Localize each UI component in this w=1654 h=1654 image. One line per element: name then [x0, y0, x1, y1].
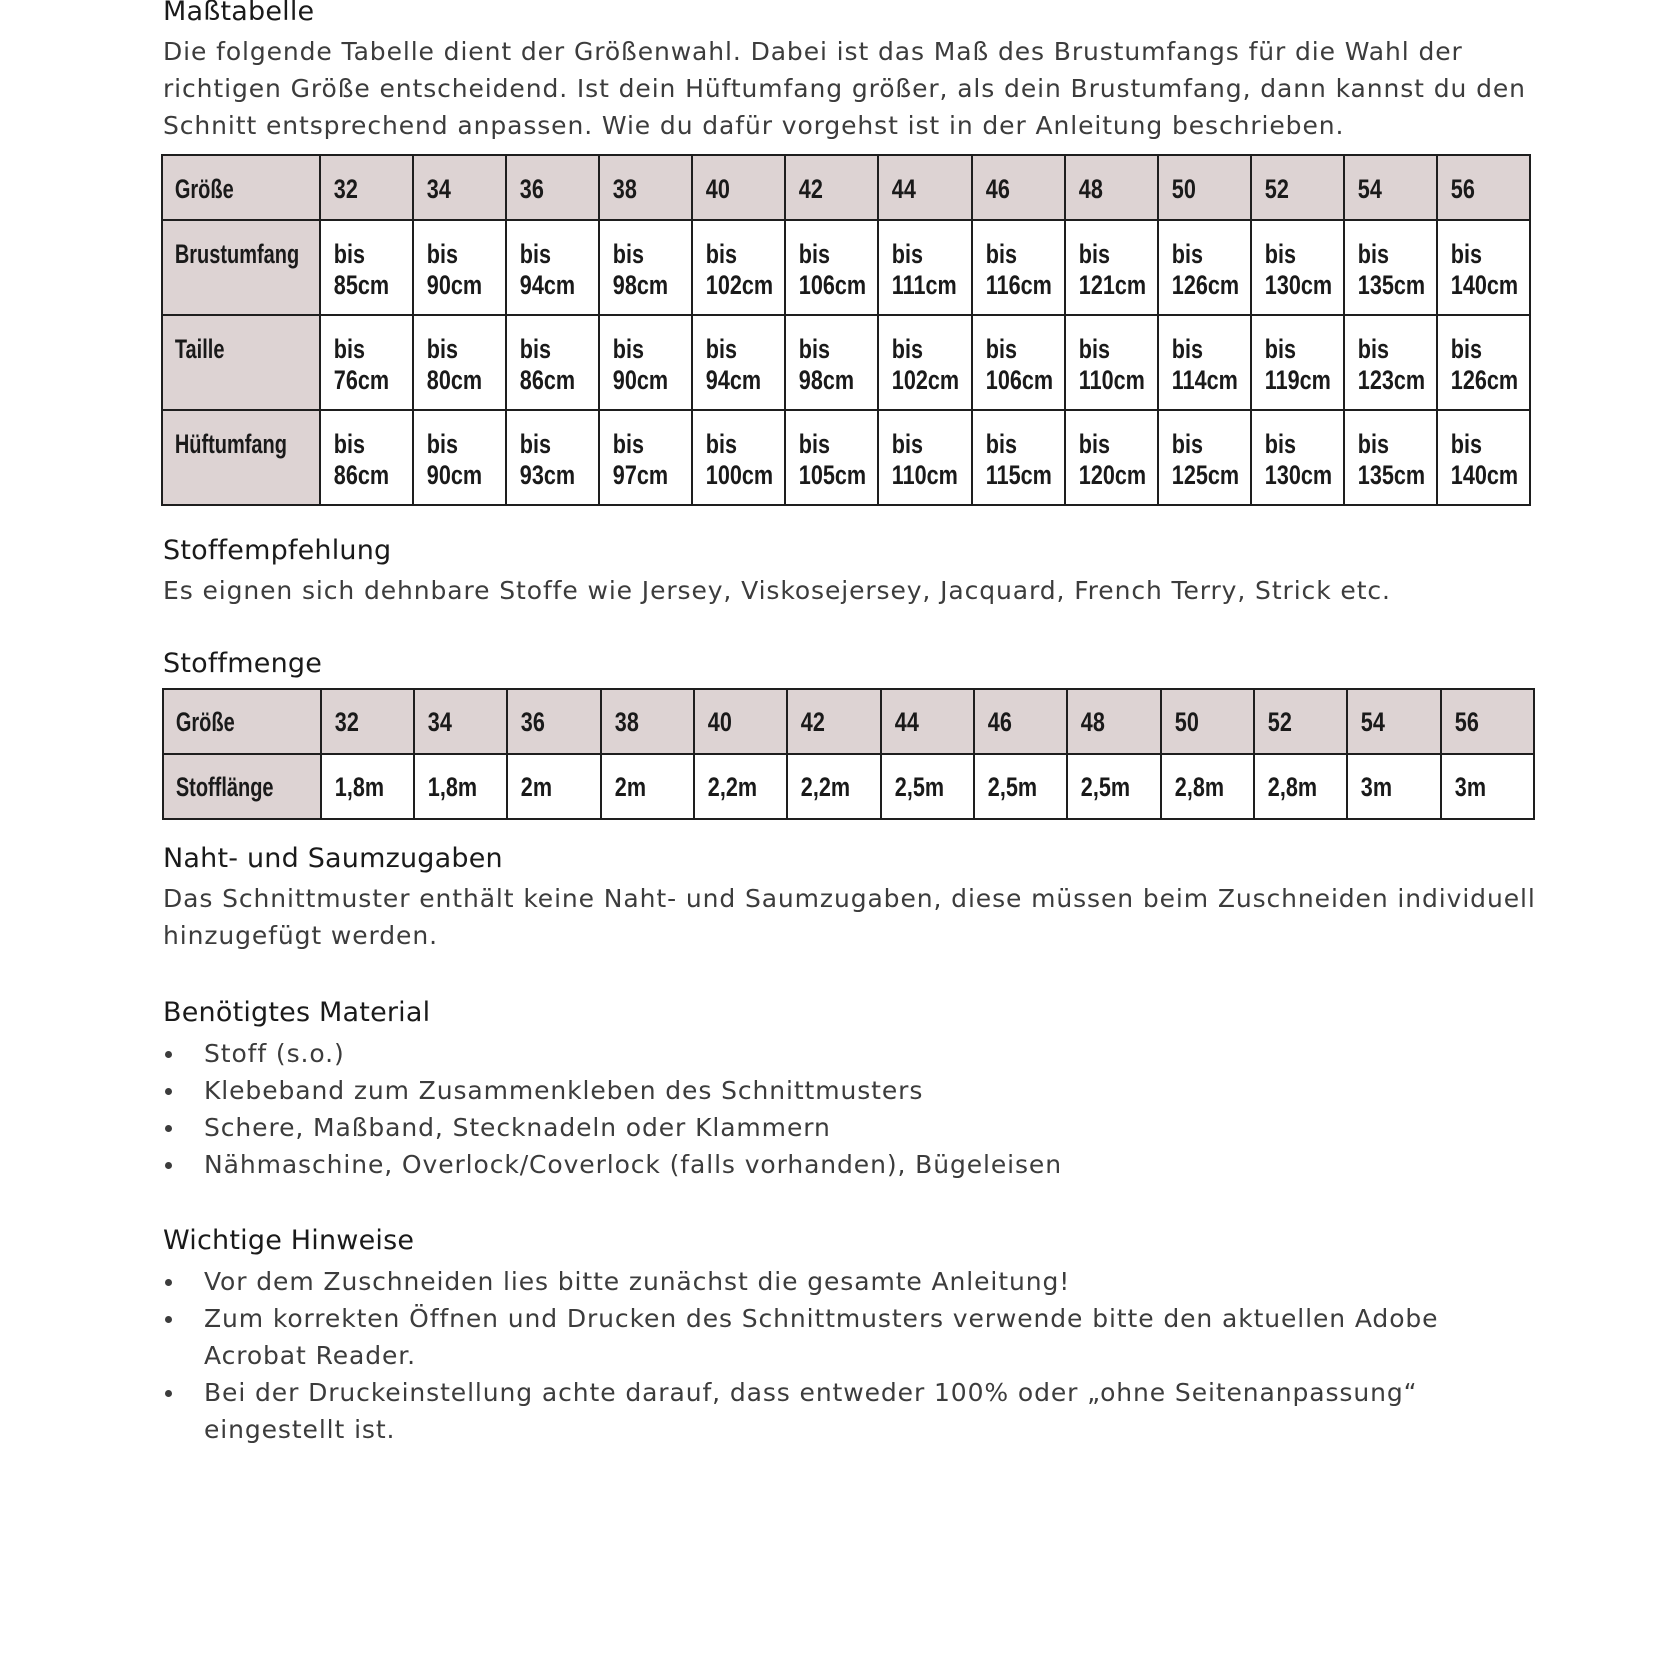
bullet-icon	[165, 1279, 172, 1286]
measure-cell	[878, 220, 971, 315]
cell-text: 46	[987, 707, 1012, 737]
cell-text: 1,8m	[427, 772, 477, 802]
size-header-cell	[785, 155, 878, 220]
measure-cell	[972, 220, 1065, 315]
cell-text: bis	[892, 429, 924, 459]
cell-text: bis	[426, 429, 459, 459]
list-item	[163, 1374, 1563, 1448]
cell-text: 130cm	[1264, 460, 1332, 490]
cell-text: bis	[1171, 239, 1203, 269]
measure-cell	[972, 315, 1065, 410]
bullet-icon	[165, 1088, 172, 1095]
list-item-text: Vor dem Zuschneiden lies bitte zunächst die gesamte Anleitung!	[204, 1267, 1071, 1296]
cell-text: bis	[1450, 239, 1482, 269]
measure-cell	[785, 315, 878, 410]
cell-text: 44	[892, 174, 917, 204]
cell-text: Stofflänge	[175, 772, 274, 802]
cell-text: bis	[892, 334, 924, 364]
cell-text: 125cm	[1171, 460, 1239, 490]
cell-text: bis	[520, 239, 552, 269]
cell-text: 105cm	[799, 460, 867, 490]
table-row	[162, 220, 1530, 315]
cell-text: 46	[985, 174, 1010, 204]
cell-text: 106cm	[985, 365, 1053, 395]
cell-text: Größe	[174, 174, 234, 204]
cell-text: 86cm	[520, 365, 576, 395]
cell-text: 76cm	[333, 365, 390, 395]
cell-text: 115cm	[985, 460, 1052, 490]
cell-text: Taille	[174, 334, 225, 364]
cell-text: bis	[520, 429, 552, 459]
cell-text: 121cm	[1078, 270, 1146, 300]
cell-text: bis	[1450, 429, 1482, 459]
measure-cell	[1158, 410, 1251, 505]
cell-text: 123cm	[1357, 365, 1425, 395]
bullet-icon	[165, 1390, 172, 1397]
cell-text: 36	[520, 174, 545, 204]
cell-text: 135cm	[1357, 270, 1425, 300]
size-header-label	[163, 689, 321, 754]
cell-text: bis	[1078, 239, 1110, 269]
list-item-text: Klebeband zum Zusammenkleben des Schnittmusters	[204, 1076, 924, 1105]
cell-text: 98cm	[613, 270, 669, 300]
cell-text: 50	[1174, 707, 1199, 737]
cell-text: 114cm	[1171, 365, 1238, 395]
cell-text: bis	[1264, 334, 1296, 364]
cell-text: 126cm	[1171, 270, 1239, 300]
fabric-length-cell	[1161, 754, 1254, 819]
cell-text: 97cm	[613, 460, 669, 490]
size-header-cell	[1067, 689, 1160, 754]
cell-text: 2,5m	[894, 772, 944, 802]
cell-text: 34	[427, 707, 452, 737]
size-header-cell	[506, 155, 599, 220]
cell-text: bis	[1078, 429, 1110, 459]
fabric-length-cell	[1441, 754, 1535, 819]
measure-cell	[785, 410, 878, 505]
size-header-cell	[692, 155, 785, 220]
fabric-length-cell	[601, 754, 694, 819]
list-item-text: Stoff (s.o.)	[204, 1039, 345, 1068]
cell-text: 119cm	[1264, 365, 1331, 395]
table-header-row	[163, 689, 1534, 754]
cell-text: 116cm	[985, 270, 1052, 300]
size-header-cell	[507, 689, 600, 754]
cell-text: bis	[613, 429, 645, 459]
intro-line: Die folgende Tabelle dient der Größenwahl. Dabei ist das Maß des Brustumfangs für die Wahl der	[163, 37, 1463, 66]
cell-text: 110cm	[1078, 365, 1145, 395]
row-label-cell	[163, 754, 321, 819]
list-item-text: Zum korrekten Öffnen und Drucken des Schnittmusters verwende bitte den aktuellen Adobe	[204, 1304, 1439, 1333]
bullet-icon	[165, 1316, 172, 1323]
measure-cell	[1251, 410, 1344, 505]
cell-text: 2,8m	[1267, 772, 1317, 802]
cell-text: bis	[799, 334, 831, 364]
cell-text: 140cm	[1450, 270, 1518, 300]
hinweise-list	[163, 1263, 1563, 1448]
list-item	[163, 1035, 1563, 1072]
fabric-length-cell	[1067, 754, 1160, 819]
cell-text: 54	[1357, 174, 1382, 204]
size-table	[161, 154, 1531, 506]
size-header-cell	[972, 155, 1065, 220]
list-item	[163, 1072, 1563, 1109]
fabric-length-cell	[694, 754, 787, 819]
cell-text: Größe	[175, 707, 235, 737]
measure-cell	[785, 220, 878, 315]
cell-text: 38	[613, 174, 638, 204]
fabric-length-cell	[1254, 754, 1347, 819]
fabric-length-cell	[881, 754, 974, 819]
naht-text	[163, 880, 1563, 954]
cell-text: 106cm	[799, 270, 867, 300]
measure-cell	[1437, 220, 1530, 315]
list-item	[163, 1300, 1563, 1374]
naht-line: Das Schnittmuster enthält keine Naht- und Saumzugaben, diese müssen beim Zuschneiden individuell	[163, 884, 1536, 913]
cell-text: 93cm	[520, 460, 576, 490]
intro-line: Schnitt entsprechend anpassen. Wie du dafür vorgehst ist in der Anleitung beschrieben.	[163, 111, 1345, 140]
cell-text: 48	[1080, 707, 1106, 737]
stoffempfehlung-heading: Stoffempfehlung	[163, 535, 392, 566]
cell-text: bis	[1264, 239, 1296, 269]
size-header-cell	[1441, 689, 1535, 754]
cell-text: 2,5m	[987, 772, 1037, 802]
size-header-cell	[320, 155, 413, 220]
cell-text: 126cm	[1450, 365, 1518, 395]
measure-cell	[878, 410, 971, 505]
cell-text: bis	[1357, 429, 1389, 459]
measure-cell	[692, 410, 785, 505]
cell-text: 2,2m	[707, 772, 757, 802]
size-header-label	[162, 155, 320, 220]
cell-text: 1,8m	[334, 772, 384, 802]
cell-text: bis	[799, 429, 831, 459]
cell-text: bis	[985, 239, 1017, 269]
measure-cell	[1437, 315, 1530, 410]
cell-text: 85cm	[333, 270, 390, 300]
measure-cell	[972, 410, 1065, 505]
size-header-cell	[974, 689, 1067, 754]
size-header-cell	[1251, 155, 1344, 220]
fabric-amount-table	[162, 688, 1535, 820]
size-header-cell	[1254, 689, 1347, 754]
cell-text: bis	[426, 239, 459, 269]
list-item-text: Nähmaschine, Overlock/Coverlock (falls vorhanden), Bügeleisen	[204, 1150, 1062, 1179]
measure-cell	[1065, 315, 1158, 410]
cell-text: 34	[426, 174, 452, 204]
cell-text: 32	[334, 707, 359, 737]
cell-text: 48	[1078, 174, 1103, 204]
measure-cell	[320, 220, 413, 315]
fabric-length-cell	[787, 754, 880, 819]
cell-text: 40	[707, 707, 732, 737]
cell-text: bis	[985, 334, 1017, 364]
fabric-length-cell	[414, 754, 507, 819]
cell-text: 90cm	[613, 365, 669, 395]
cell-text: 56	[1450, 174, 1475, 204]
list-item-text: Bei der Druckeinstellung achte darauf, dass entweder 100% oder „ohne Seitenanpassung“	[204, 1378, 1418, 1407]
cell-text: 42	[801, 707, 826, 737]
measure-cell	[599, 410, 692, 505]
cell-text: bis	[426, 334, 459, 364]
size-header-cell	[1347, 689, 1440, 754]
measure-cell	[413, 315, 506, 410]
hinweise-heading: Wichtige Hinweise	[163, 1225, 415, 1256]
cell-text: bis	[1264, 429, 1296, 459]
measure-cell	[1251, 220, 1344, 315]
size-header-cell	[1065, 155, 1158, 220]
cell-text: bis	[1357, 334, 1389, 364]
cell-text: 54	[1360, 707, 1386, 737]
cell-text: Hüftumfang	[174, 429, 287, 459]
size-header-cell	[1158, 155, 1251, 220]
bullet-icon	[165, 1162, 172, 1169]
measure-cell	[1344, 220, 1437, 315]
masstabelle-heading: Maßtabelle	[163, 0, 315, 27]
cell-text: 52	[1264, 174, 1289, 204]
cell-text: 44	[894, 707, 919, 737]
measure-cell	[1344, 315, 1437, 410]
measure-cell	[1251, 315, 1344, 410]
list-item-text: Schere, Maßband, Stecknadeln oder Klammern	[204, 1113, 831, 1142]
cell-text: bis	[706, 239, 738, 269]
cell-text: bis	[1171, 334, 1203, 364]
cell-text: bis	[520, 334, 552, 364]
cell-text: 2,8m	[1174, 772, 1224, 802]
cell-text: bis	[706, 429, 738, 459]
row-label-cell	[162, 315, 320, 410]
masstabelle-intro	[163, 33, 1563, 144]
size-header-cell	[599, 155, 692, 220]
cell-text: bis	[613, 334, 645, 364]
cell-text: 111cm	[892, 270, 958, 300]
cell-text: 120cm	[1078, 460, 1146, 490]
cell-text: 94cm	[706, 365, 762, 395]
cell-text: bis	[799, 239, 831, 269]
cell-text: 2,5m	[1080, 772, 1131, 802]
size-header-cell	[601, 689, 694, 754]
cell-text: 80cm	[426, 365, 483, 395]
measure-cell	[320, 410, 413, 505]
stoffmenge-heading: Stoffmenge	[163, 648, 323, 679]
cell-text: 32	[333, 174, 358, 204]
table-header-row	[162, 155, 1530, 220]
cell-text: 140cm	[1450, 460, 1518, 490]
cell-text: bis	[613, 239, 645, 269]
measure-cell	[1158, 220, 1251, 315]
cell-text: bis	[1450, 334, 1482, 364]
naht-heading: Naht- und Saumzugaben	[163, 843, 503, 874]
measure-cell	[320, 315, 413, 410]
cell-text: bis	[985, 429, 1017, 459]
size-header-cell	[881, 689, 974, 754]
measure-cell	[506, 220, 599, 315]
cell-text: bis	[1357, 239, 1389, 269]
cell-text: 3m	[1454, 772, 1486, 802]
size-header-cell	[878, 155, 971, 220]
bullet-icon	[165, 1125, 172, 1132]
row-label-cell	[162, 410, 320, 505]
fabric-length-cell	[974, 754, 1067, 819]
list-item	[163, 1263, 1563, 1300]
fabric-length-cell	[321, 754, 414, 819]
row-label-cell	[162, 220, 320, 315]
cell-text: 110cm	[892, 460, 959, 490]
measure-cell	[878, 315, 971, 410]
cell-text: bis	[333, 334, 366, 364]
cell-text: 36	[521, 707, 546, 737]
measure-cell	[1065, 220, 1158, 315]
size-header-cell	[1161, 689, 1254, 754]
naht-line: hinzugefügt werden.	[163, 921, 438, 950]
fabric-length-cell	[1347, 754, 1440, 819]
measure-cell	[1158, 315, 1251, 410]
cell-text: 90cm	[426, 270, 483, 300]
material-list	[163, 1035, 1563, 1183]
size-header-cell	[414, 689, 507, 754]
cell-text: 2m	[614, 772, 646, 802]
cell-text: 100cm	[706, 460, 774, 490]
size-header-cell	[787, 689, 880, 754]
stoffempfehlung-text: Es eignen sich dehnbare Stoffe wie Jersey, Viskosejersey, Jacquard, French Terry, Strick etc.	[163, 576, 1391, 605]
cell-text: 2,2m	[801, 772, 851, 802]
cell-text: 135cm	[1357, 460, 1425, 490]
material-heading: Benötigtes Material	[163, 997, 431, 1028]
cell-text: 2m	[521, 772, 553, 802]
cell-text: 98cm	[799, 365, 855, 395]
list-item-text: eingestellt ist.	[204, 1415, 396, 1444]
measure-cell	[1437, 410, 1530, 505]
size-header-cell	[1344, 155, 1437, 220]
measure-cell	[599, 315, 692, 410]
cell-text: 56	[1454, 707, 1479, 737]
table-row	[162, 315, 1530, 410]
fabric-length-cell	[507, 754, 600, 819]
bullet-icon	[165, 1051, 172, 1058]
cell-text: bis	[1078, 334, 1110, 364]
cell-text: 90cm	[426, 460, 483, 490]
size-header-cell	[694, 689, 787, 754]
cell-text: bis	[706, 334, 738, 364]
measure-cell	[1065, 410, 1158, 505]
cell-text: 38	[614, 707, 639, 737]
cell-text: bis	[333, 239, 366, 269]
measure-cell	[413, 410, 506, 505]
cell-text: bis	[1171, 429, 1203, 459]
cell-text: 102cm	[892, 365, 960, 395]
cell-text: bis	[333, 429, 366, 459]
size-header-cell	[1437, 155, 1530, 220]
cell-text: 52	[1267, 707, 1292, 737]
size-header-cell	[413, 155, 506, 220]
table-row	[163, 754, 1534, 819]
table-row	[162, 410, 1530, 505]
size-header-cell	[321, 689, 414, 754]
list-item	[163, 1109, 1563, 1146]
cell-text: Brustumfang	[174, 239, 300, 269]
intro-line: richtigen Größe entscheidend. Ist dein Hüftumfang größer, als dein Brustumfang, dann kannst du den	[163, 74, 1526, 103]
cell-text: 42	[799, 174, 824, 204]
measure-cell	[692, 315, 785, 410]
cell-text: 102cm	[706, 270, 774, 300]
cell-text: bis	[892, 239, 924, 269]
measure-cell	[506, 315, 599, 410]
cell-text: 86cm	[333, 460, 390, 490]
cell-text: 130cm	[1264, 270, 1332, 300]
measure-cell	[506, 410, 599, 505]
cell-text: 50	[1171, 174, 1196, 204]
measure-cell	[413, 220, 506, 315]
measure-cell	[599, 220, 692, 315]
cell-text: 40	[706, 174, 731, 204]
cell-text: 94cm	[520, 270, 576, 300]
measure-cell	[1344, 410, 1437, 505]
list-item-text: Acrobat Reader.	[204, 1341, 416, 1370]
measure-cell	[692, 220, 785, 315]
list-item	[163, 1146, 1563, 1183]
cell-text: 3m	[1360, 772, 1393, 802]
